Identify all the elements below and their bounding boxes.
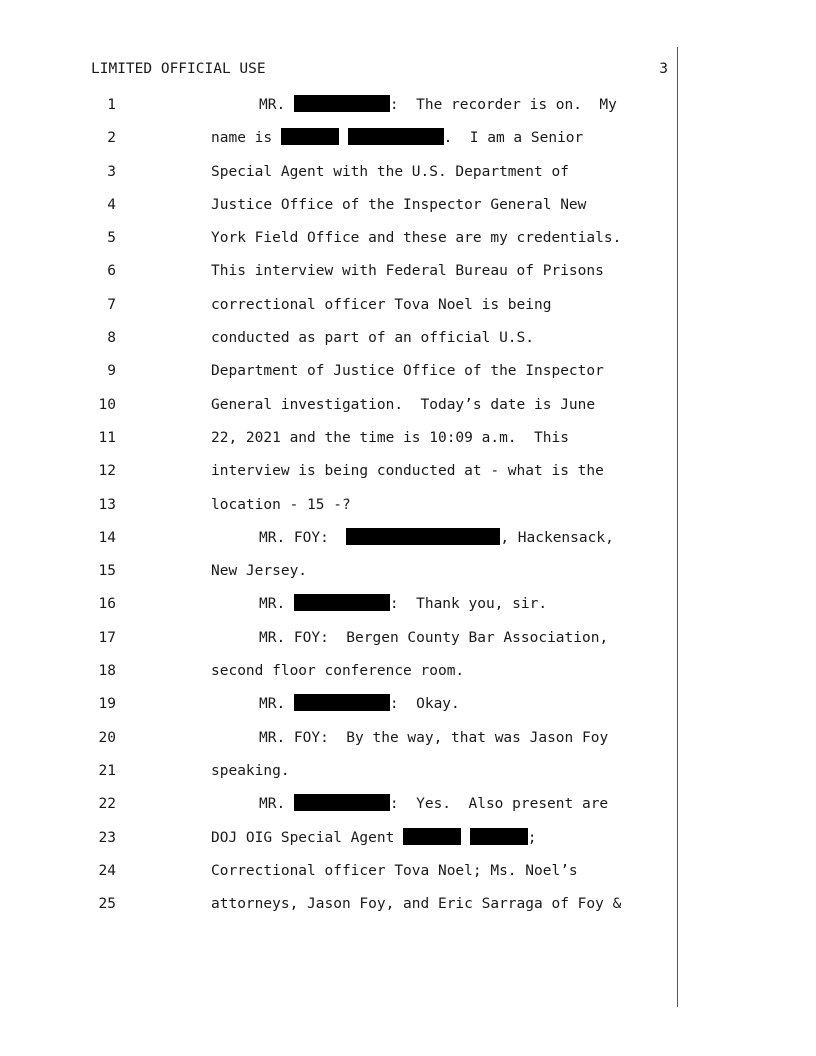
transcript-line (0, 228, 676, 261)
line-text (259, 528, 614, 548)
line-text (211, 861, 578, 881)
text-segment (339, 130, 348, 146)
text-segment: : Thank you, sir. (389, 596, 548, 613)
line-number: 22 (98, 796, 116, 813)
transcript-line (0, 761, 676, 794)
line-text (211, 661, 464, 681)
text-segment: MR. FOY: By the way, that was Jason Foy (259, 729, 609, 746)
line-number: 8 (107, 330, 116, 347)
line-text (211, 295, 551, 315)
line-text (259, 728, 608, 748)
line-text (211, 395, 595, 415)
redaction-box (294, 594, 390, 611)
transcript-line (0, 594, 676, 627)
transcript-line (0, 561, 676, 594)
redaction-box (281, 128, 339, 145)
text-segment: MR. (259, 796, 294, 813)
line-text (211, 261, 604, 281)
transcript-line (0, 694, 676, 727)
line-text (211, 361, 604, 381)
line-number: 3 (107, 163, 116, 180)
line-text (211, 128, 583, 148)
line-text (211, 561, 307, 581)
text-segment: This interview with Federal Bureau of Prisons (211, 263, 604, 280)
line-text (259, 694, 460, 714)
line-text (211, 461, 604, 481)
transcript-line (0, 728, 676, 761)
transcript-line (0, 162, 676, 195)
line-number: 2 (107, 130, 116, 147)
line-number: 12 (98, 463, 116, 480)
text-segment: : Okay. (389, 696, 460, 713)
text-segment: location - 15 -? (211, 496, 351, 513)
line-text (259, 594, 547, 614)
line-number: 18 (98, 663, 116, 680)
text-segment (461, 830, 470, 846)
text-segment: Correctional officer Tova Noel; Ms. Noel’s (211, 862, 578, 879)
line-number: 19 (98, 696, 116, 713)
redaction-box (348, 128, 444, 145)
line-text (259, 628, 608, 648)
text-segment: General investigation. Today’s date is June (211, 396, 596, 413)
text-segment: : Yes. Also present are (389, 796, 609, 813)
margin-rule (677, 47, 678, 1007)
line-text (211, 228, 621, 248)
text-segment: York Field Office and these are my credentials. (211, 230, 622, 247)
text-segment: MR. (259, 97, 294, 113)
line-text (211, 195, 586, 215)
text-segment: New Jersey. (211, 563, 308, 580)
transcript-line (0, 461, 676, 494)
text-segment: MR. FOY: (259, 529, 347, 546)
line-number: 14 (98, 529, 116, 546)
text-segment: MR. FOY: Bergen County Bar Association, (259, 629, 609, 646)
line-text (211, 495, 351, 515)
line-number: 10 (98, 396, 116, 413)
page-number: 3 (659, 61, 668, 77)
line-text (259, 95, 617, 115)
transcript-line (0, 395, 676, 428)
text-segment: speaking. (211, 762, 290, 779)
line-number: 11 (98, 429, 116, 446)
redaction-box (294, 95, 390, 112)
line-number: 20 (98, 729, 116, 746)
line-number: 17 (98, 629, 116, 646)
line-number: 24 (98, 862, 116, 879)
text-segment: 22, 2021 and the time is 10:09 a.m. This (211, 429, 569, 446)
classification-header: LIMITED OFFICIAL USE (91, 61, 266, 77)
text-segment: conducted as part of an official U.S. (211, 330, 535, 347)
text-segment: MR. (259, 696, 294, 713)
transcript-line (0, 894, 676, 927)
text-segment: Department of Justice Office of the Inspector (211, 363, 604, 380)
text-segment: second floor conference room. (211, 663, 465, 680)
line-number: 5 (107, 230, 116, 247)
redaction-box (470, 828, 528, 845)
transcript-line (0, 295, 676, 328)
transcript-line (0, 361, 676, 394)
transcript-line (0, 628, 676, 661)
transcript-line (0, 661, 676, 694)
transcript-body (0, 95, 676, 927)
line-text (211, 828, 537, 848)
transcript-line (0, 261, 676, 294)
line-text (211, 894, 621, 914)
text-segment: . I am a Senior (443, 130, 584, 147)
line-number: 7 (107, 296, 116, 313)
text-segment: Justice Office of the Inspector General New (211, 196, 587, 213)
redaction-box (346, 528, 500, 545)
transcript-line (0, 861, 676, 894)
text-segment: attorneys, Jason Foy, and Eric Sarraga of Foy & (211, 896, 622, 913)
transcript-line (0, 828, 676, 861)
line-number: 13 (98, 496, 116, 513)
text-segment: , Hackensack, (500, 529, 614, 546)
line-text (211, 328, 534, 348)
text-segment: : The recorder is on. My (389, 97, 617, 113)
transcript-line (0, 528, 676, 561)
line-number: 23 (98, 829, 116, 846)
transcript-line (0, 195, 676, 228)
line-number: 9 (107, 363, 116, 380)
text-segment: ; (527, 829, 537, 846)
text-segment: name is (211, 130, 281, 147)
transcript-line (0, 328, 676, 361)
text-segment: Special Agent with the U.S. Department of (211, 163, 569, 180)
text-segment: interview is being conducted at - what is the (211, 463, 604, 480)
line-number: 25 (98, 896, 116, 913)
text-segment: correctional officer Tova Noel is being (211, 296, 552, 313)
line-number: 21 (98, 762, 116, 779)
line-text (259, 794, 608, 814)
redaction-box (403, 828, 461, 845)
transcript-line (0, 495, 676, 528)
text-segment: MR. (259, 596, 294, 613)
transcript-line (0, 794, 676, 827)
line-number: 1 (107, 97, 116, 113)
line-text (211, 162, 569, 182)
line-text (211, 428, 569, 448)
text-segment: DOJ OIG Special Agent (211, 829, 404, 846)
transcript-line (0, 128, 676, 161)
line-number: 15 (98, 563, 116, 580)
line-number: 6 (107, 263, 116, 280)
transcript-line (0, 95, 676, 128)
redaction-box (294, 794, 390, 811)
transcript-line (0, 428, 676, 461)
line-number: 4 (107, 196, 116, 213)
line-text (211, 761, 290, 781)
line-number: 16 (98, 596, 116, 613)
redaction-box (294, 694, 390, 711)
